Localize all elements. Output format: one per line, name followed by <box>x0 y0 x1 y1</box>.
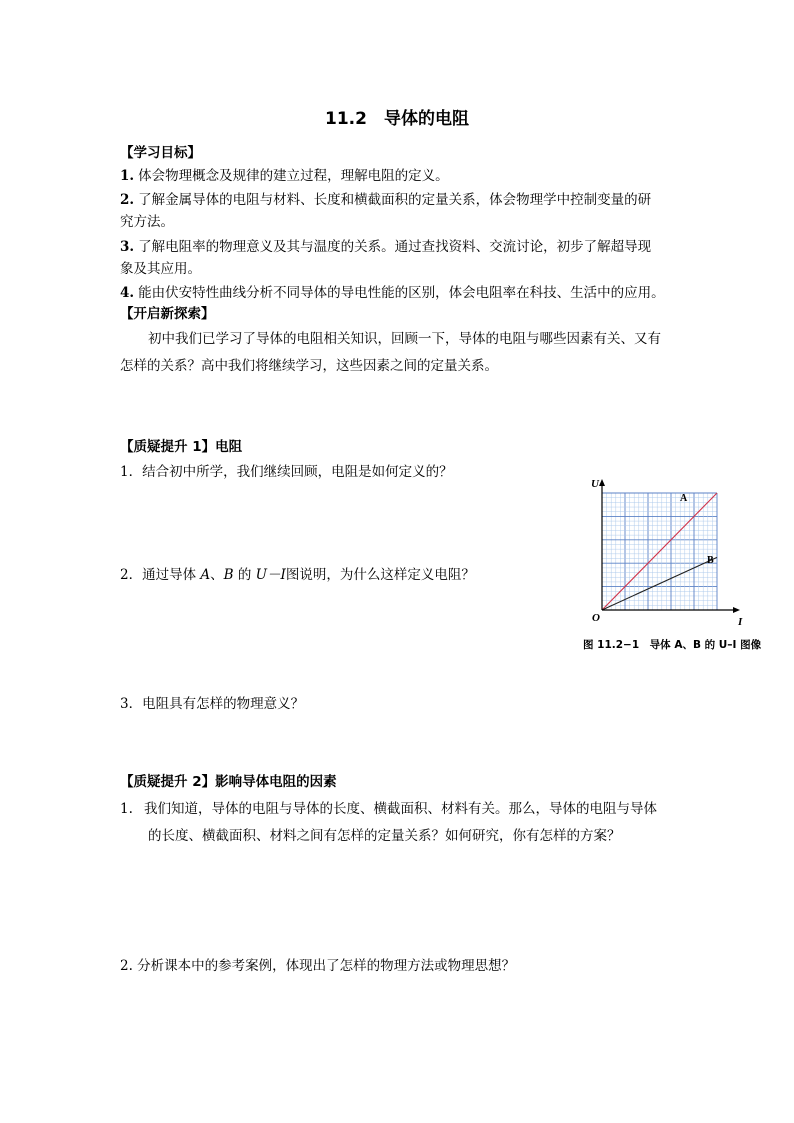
goal-text-cont: 象及其应用。 <box>120 261 201 277</box>
series-line-b <box>602 557 717 610</box>
series-line-a <box>602 493 717 610</box>
goal-num: 2. <box>120 192 135 208</box>
section2-q2: 2. 分析课本中的参考案例，体现出了怎样的物理方法或物理思想？ <box>120 958 516 974</box>
origin-label: O <box>592 612 600 624</box>
section1-heading: 【质疑提升 1】电阻 <box>120 439 243 455</box>
section2-q1-cont: 的长度、横截面积、材料之间有怎样的定量关系？如何研究，你有怎样的方案？ <box>148 828 621 844</box>
goal-num: 3. <box>120 239 135 255</box>
section1-q2 <box>120 565 475 585</box>
explore-text-cont: 怎样的关系？高中我们将继续学习，这些因素之间的定量关系。 <box>120 358 498 374</box>
goal-text: 了解电阻率的物理意义及其与温度的关系。通过查找资料、交流讨论，初步了解超导现 <box>138 239 652 255</box>
line-a-label: A <box>680 493 688 504</box>
q2-a: A <box>200 567 211 583</box>
q2-pre: 2．通过导体 <box>120 567 197 583</box>
q2-ui: U－I <box>255 567 286 583</box>
goal-num: 4. <box>120 285 135 301</box>
goal-text: 体会物理概念及规律的建立过程，理解电阻的定义。 <box>138 168 449 184</box>
goal-text-cont: 究方法。 <box>120 214 174 230</box>
x-axis-label: I <box>738 616 743 628</box>
goal-text: 了解金属导体的电阻与材料、长度和横截面积的定量关系，体会物理学中控制变量的研 <box>138 192 652 208</box>
goal-item-1 <box>120 166 449 186</box>
q1-text: 我们知道，导体的电阻与导体的长度、横截面积、材料有关。那么，导体的电阻与导体 <box>144 801 657 817</box>
y-axis-label: U <box>591 478 599 490</box>
goal-text: 能由伏安特性曲线分析不同导体的导电性能的区别，体会电阻率在科技、生活中的应用。 <box>138 285 665 301</box>
explore-text: 初中我们已学习了导体的电阻相关知识，回顾一下，导体的电阻与哪些因素有关、又有 <box>148 331 661 347</box>
goal-item-3 <box>120 237 651 257</box>
data-lines <box>602 493 717 610</box>
q1-num: 1. <box>120 801 133 817</box>
page-title: 11.2 导体的电阻 <box>325 109 469 129</box>
q2-sep: 、 <box>210 567 224 583</box>
section2-heading: 【质疑提升 2】影响导体电阻的因素 <box>120 774 337 790</box>
q2-post: 图说明，为什么这样定义电阻？ <box>285 567 475 583</box>
section1-q3: 3．电阻具有怎样的物理意义？ <box>120 696 305 712</box>
y-axis-arrow <box>599 479 605 486</box>
explore-heading: 【开启新探索】 <box>120 306 215 322</box>
goals-heading: 【学习目标】 <box>120 145 201 161</box>
goal-item-2 <box>120 190 651 210</box>
line-b-label: B <box>707 555 714 566</box>
q2-b: B <box>223 567 234 583</box>
section1-q1: 1．结合初中所学，我们继续回顾，电阻是如何定义的？ <box>120 464 453 480</box>
q2-mid: 的 <box>237 567 252 583</box>
section2-q1 <box>120 799 657 819</box>
ui-graph <box>582 470 762 655</box>
x-axis-arrow <box>733 607 740 613</box>
figure-caption: 图 11.2−1 导体 A、B 的 U–I 图像 <box>583 639 762 651</box>
goal-item-4 <box>120 283 665 303</box>
goal-num: 1. <box>120 168 135 184</box>
